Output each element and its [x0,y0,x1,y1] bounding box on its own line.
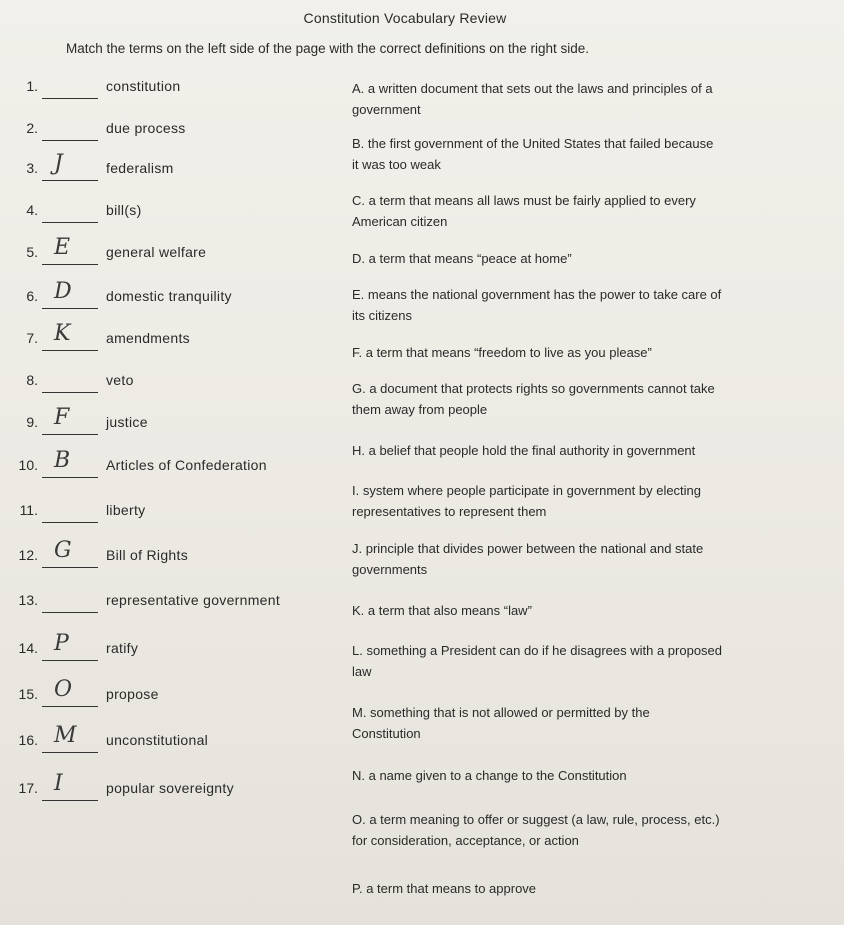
answer-blank[interactable] [42,120,98,141]
answer-blank[interactable] [42,235,98,265]
answer-blank[interactable] [42,502,98,523]
handwritten-answer: I [54,771,63,796]
definition-line: O. a term meaning to offer or suggest (a law, rule, process, etc.) [352,812,720,827]
definition-line: L. something a President can do if he disagrees with a proposed [352,643,723,658]
definition-item [352,538,703,580]
definition-line: governments [352,562,428,577]
definition-item [352,640,722,682]
definition-item [352,284,721,326]
definition-line: them away from people [352,402,488,417]
answer-blank[interactable] [42,723,98,753]
term-number: 13. [18,592,38,608]
term-text: due process [106,120,186,136]
definition-item [352,600,532,621]
definition-line: M. something that is not allowed or permitted by the [352,705,650,720]
definition-line: B. the first government of the United States that failed because [352,136,714,151]
definition-line: N. a name given to a change to the Constitution [352,768,627,783]
term-number: 2. [26,120,38,136]
term-number: 7. [26,330,38,346]
definition-line: government [352,102,421,117]
definition-line: representatives to represent them [352,504,547,519]
term-number: 15. [18,686,38,702]
answer-blank[interactable] [42,151,98,181]
answer-blank[interactable] [42,405,98,435]
handwritten-answer: E [54,235,71,260]
term-text: Articles of Confederation [106,457,267,473]
term-number: 1. [26,78,38,94]
answer-blank[interactable] [42,372,98,393]
definition-item [352,190,696,232]
handwritten-answer: P [54,631,69,656]
definition-item [352,378,715,420]
term-number: 16. [18,732,38,748]
term-text: Bill of Rights [106,547,189,563]
term-number: 9. [26,414,38,430]
definition-line: K. a term that also means “law” [352,603,532,618]
answer-blank[interactable] [42,677,98,707]
definition-item [352,480,701,522]
term-text: propose [106,686,159,702]
definition-line: law [352,664,372,679]
definition-line: it was too weak [352,157,441,172]
definition-item [352,248,572,269]
term-text: bill(s) [106,202,142,218]
definition-item [352,440,695,461]
definition-line: E. means the national government has the power to take care of [352,287,722,302]
term-text: representative government [106,592,281,608]
definition-item [352,78,713,120]
handwritten-answer: G [54,538,72,563]
definition-line: F. a term that means “freedom to live as you please” [352,345,652,360]
definition-item [352,342,652,363]
term-text: amendments [106,330,190,346]
term-text: justice [106,414,148,430]
term-text: liberty [106,502,146,518]
term-number: 8. [26,372,38,388]
definition-line: its citizens [352,308,412,323]
term-text: popular sovereignty [106,780,234,796]
term-text: unconstitutional [106,732,209,748]
handwritten-answer: K [54,321,71,346]
term-number: 14. [18,640,38,656]
term-number: 4. [26,202,38,218]
answer-blank[interactable] [42,538,98,568]
term-text: constitution [106,78,181,94]
definition-line: for consideration, acceptance, or action [352,833,579,848]
answer-blank[interactable] [42,78,98,99]
handwritten-answer: M [54,723,77,748]
term-number: 10. [18,457,38,473]
term-number: 6. [26,288,38,304]
answer-blank[interactable] [42,202,98,223]
handwritten-answer: F [54,405,70,430]
definition-line: C. a term that means all laws must be fairly applied to every [352,193,696,208]
definition-item [352,878,536,899]
definition-line: American citizen [352,214,448,229]
answer-blank[interactable] [42,771,98,801]
handwritten-answer: J [54,151,63,176]
term-number: 12. [18,547,38,563]
term-text: federalism [106,160,174,176]
answer-blank[interactable] [42,448,98,478]
handwritten-answer: B [54,448,71,473]
definition-line: Constitution [352,726,421,741]
definition-line: G. a document that protects rights so governments cannot take [352,381,715,396]
answer-blank[interactable] [42,321,98,351]
term-number: 3. [26,160,38,176]
definition-item [352,765,627,786]
term-number: 11. [19,502,38,518]
definition-line: A. a written document that sets out the laws and principles of a [352,81,713,96]
answer-blank[interactable] [42,279,98,309]
term-text: domestic tranquility [106,288,232,304]
term-number: 17. [18,780,38,796]
definition-line: D. a term that means “peace at home” [352,251,572,266]
answer-blank[interactable] [42,592,98,613]
page-title: Constitution Vocabulary Review [303,10,507,26]
term-number: 5. [26,244,38,260]
instructions: Match the terms on the left side of the page with the correct definitions on the right side. [66,41,590,56]
definition-line: P. a term that means to approve [352,881,537,896]
definition-item [352,702,650,744]
term-text: veto [106,372,134,388]
term-text: general welfare [106,244,207,260]
handwritten-answer: D [54,279,72,304]
handwritten-answer: O [54,677,73,702]
definition-line: I. system where people participate in government by electing [352,483,702,498]
definition-item [352,133,713,175]
definition-item [352,809,720,851]
answer-blank[interactable] [42,631,98,661]
definition-line: H. a belief that people hold the final authority in government [352,443,696,458]
definition-line: J. principle that divides power between the national and state [352,541,704,556]
term-text: ratify [106,640,139,656]
